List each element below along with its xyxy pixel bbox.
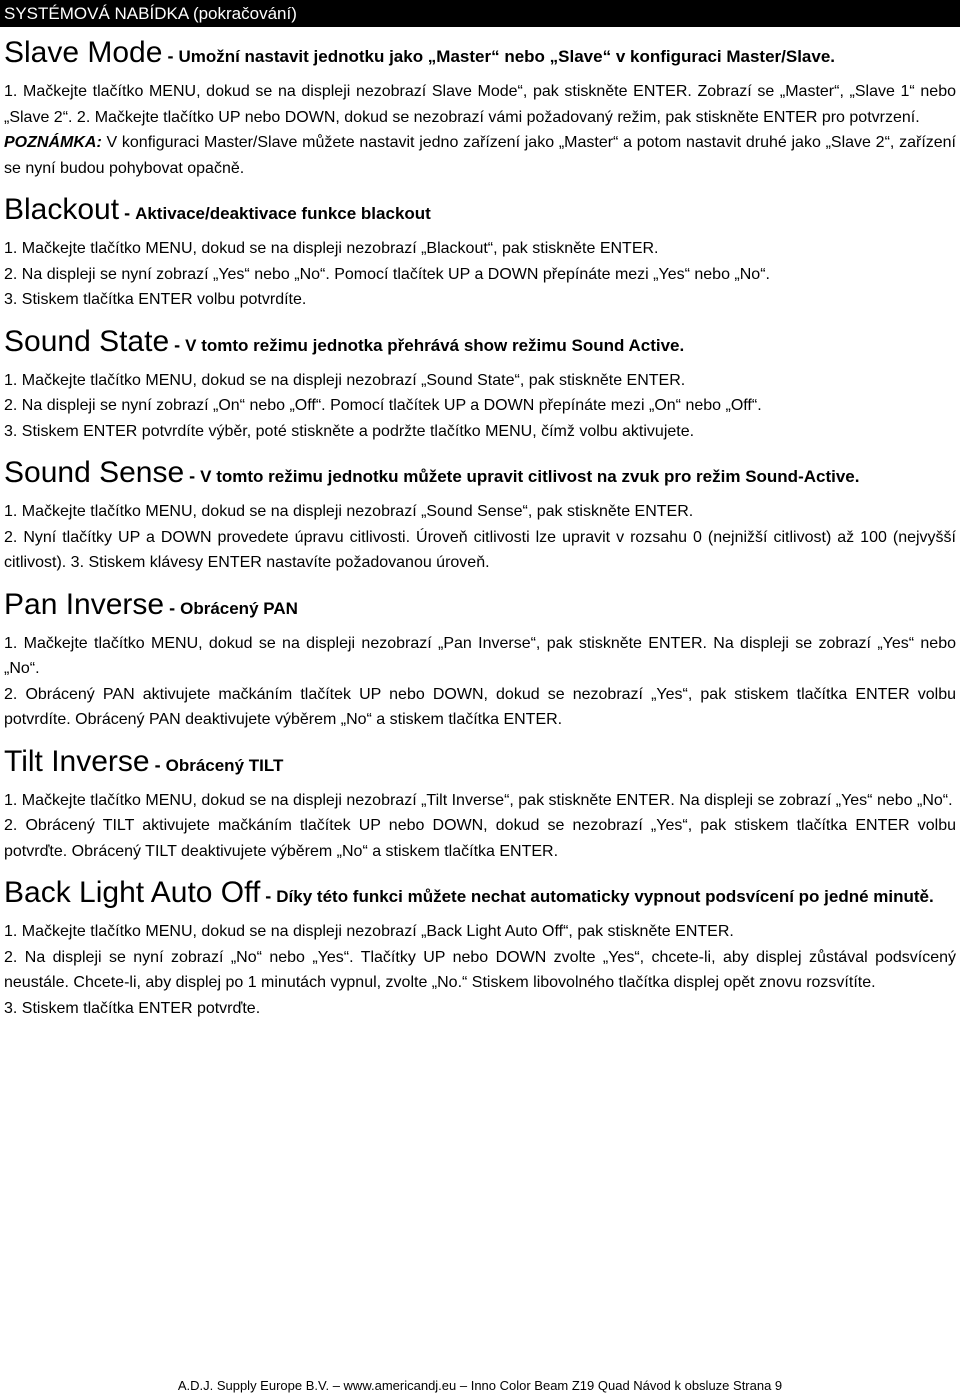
note-paragraph (4, 130, 956, 181)
section-sound-state (4, 325, 956, 445)
section-title: Slave Mode (4, 36, 163, 69)
document-body (4, 36, 956, 1033)
section-pan-inverse (4, 588, 956, 733)
note-text: V konfiguraci Master/Slave můžete nastavit jedno zařízení jako „Master“ a potom nastavit druhé jako „Slave 2“, zařízení se nyní budou pohybovat opačně. (4, 134, 956, 177)
header-title: SYSTÉMOVÁ NABÍDKA (pokračování) (4, 4, 297, 23)
footer-text: A.D.J. Supply Europe B.V. – www.americandj.eu – Inno Color Beam Z19 Quad Návod k obsluze Strana 9 (177, 1378, 783, 1393)
section-sound-sense (4, 456, 956, 576)
section-heading (4, 325, 956, 358)
section-description: Umožní nastavit jednotku jako „Master“ nebo „Slave“ v konfiguraci Master/Slave. (178, 47, 836, 66)
section-heading (4, 456, 956, 489)
paragraph: 2. Obrácený PAN aktivujete mačkáním tlačítek UP nebo DOWN, dokud se nezobrazí „Yes“, pak stiskem tlačítka ENTER volbu potvrdíte. Obrácený PAN deaktivujete výběrem „No“ a stiskem tlačítka ENTER. (4, 685, 956, 728)
paragraph: 2. Na displeji se nyní zobrazí „Yes“ nebo „No“. Pomocí tlačítek UP a DOWN přepínáte mezi „Yes“ nebo „No“. (4, 265, 770, 283)
section-heading (4, 876, 956, 909)
paragraph: 1. Mačkejte tlačítko MENU, dokud se na displeji nezobrazí „Blackout“, pak stiskněte ENTER. (4, 240, 659, 257)
section-description: Aktivace/deaktivace funkce blackout (135, 204, 431, 223)
section-heading (4, 745, 956, 778)
section-separator: - (169, 334, 186, 355)
note-label: POZNÁMKA: (4, 134, 102, 151)
section-description: Obrácený TILT (165, 755, 284, 775)
paragraph: 2. Na displeji se nyní zobrazí „On“ nebo „Off“. Pomocí tlačítek UP a DOWN přepínáte mezi „On“ nebo „Off“. (4, 397, 762, 414)
paragraph: 3. Stiskem ENTER potvrdíte výběr, poté stiskněte a podržte tlačítko MENU, čímž volbu aktivujete. (4, 422, 695, 440)
section-title: Sound Sense (4, 456, 185, 489)
paragraph: 2. Obrácený TILT aktivujete mačkáním tlačítek UP nebo DOWN, dokud se nezobrazí „Yes“, pak stiskem tlačítka ENTER volbu potvrďte. Obrácený TILT deaktivujete výběrem „No“ a stiskem tlačítka ENTER. (4, 817, 956, 860)
paragraph: 1. Mačkejte tlačítko MENU, dokud se na displeji nezobrazí „Back Light Auto Off“, pak stiskněte ENTER. (4, 923, 734, 940)
section-title: Blackout (4, 193, 120, 226)
section-heading (4, 588, 956, 621)
section-separator: - (164, 597, 181, 618)
paragraph: 2. Na displeji se nyní zobrazí „No“ nebo „Yes“. Tlačítky UP nebo DOWN zvolte „Yes“, chcete-li, aby displej zůstával podsvícený neustále. Chcete-li, aby displej po 1 minutách vypnul, zvolte „No.“ Stiskem libovolného tlačítka displej opět znovu rozsvítíte. (4, 948, 956, 991)
section-separator: - (162, 46, 179, 66)
page-header (0, 0, 960, 27)
section-separator: - (119, 203, 136, 223)
paragraph: 3. Stiskem tlačítka ENTER volbu potvrdíte. (4, 291, 307, 308)
page-footer (0, 1378, 960, 1393)
section-separator: - (149, 754, 166, 775)
section-slave-mode (4, 36, 956, 181)
paragraph: 1. Mačkejte tlačítko MENU, dokud se na displeji nezobrazí „Tilt Inverse“, pak stiskněte ENTER. Na displeji se zobrazí „Yes“ nebo „No“. (4, 791, 953, 809)
section-back-light-auto-off (4, 876, 956, 1021)
section-separator: - (260, 886, 277, 906)
section-description: V tomto režimu jednotka přehrává show režimu Sound Active. (185, 335, 685, 355)
paragraph: 1. Mačkejte tlačítko MENU, dokud se na displeji nezobrazí „Pan Inverse“, pak stiskněte ENTER. Na displeji se zobrazí „Yes“ nebo „No“. (4, 634, 956, 677)
section-title: Pan Inverse (4, 587, 165, 621)
section-title: Sound State (4, 324, 170, 358)
section-heading (4, 36, 956, 69)
section-title: Back Light Auto Off (4, 876, 261, 909)
section-heading (4, 193, 956, 226)
section-description: Díky této funkci můžete nechat automaticky vypnout podsvícení po jedné minutě. (276, 887, 934, 906)
section-title: Tilt Inverse (4, 744, 150, 778)
paragraph: 3. Stiskem tlačítka ENTER potvrďte. (4, 999, 261, 1017)
section-description: Obrácený PAN (180, 598, 298, 618)
paragraph: 2. Nyní tlačítky UP a DOWN provedete úpravu citlivosti. Úroveň citlivosti lze upravit v rozsahu 0 (nejnižší citlivost) až 100 (nejvyšší citlivost). 3. Stiskem klávesy ENTER nastavíte požadovanou úroveň. (4, 528, 956, 571)
paragraph: 1. Mačkejte tlačítko MENU, dokud se na displeji nezobrazí „Sound Sense“, pak stiskněte ENTER. (4, 503, 694, 520)
section-tilt-inverse (4, 745, 956, 865)
section-separator: - (184, 466, 201, 486)
section-blackout (4, 193, 956, 313)
section-description: V tomto režimu jednotku můžete upravit citlivost na zvuk pro režim Sound-Active. (200, 467, 860, 486)
paragraph: 1. Mačkejte tlačítko MENU, dokud se na displeji nezobrazí Slave Mode“, pak stiskněte ENTER. Zobrazí se „Master“, „Slave 1“ nebo „Slave 2“. 2. Mačkejte tlačítko UP nebo DOWN, dokud se nezobrazí vámi požadovaný režim, pak stiskněte ENTER pro potvrzení. (4, 83, 956, 126)
paragraph: 1. Mačkejte tlačítko MENU, dokud se na displeji nezobrazí „Sound State“, pak stiskněte ENTER. (4, 371, 686, 389)
